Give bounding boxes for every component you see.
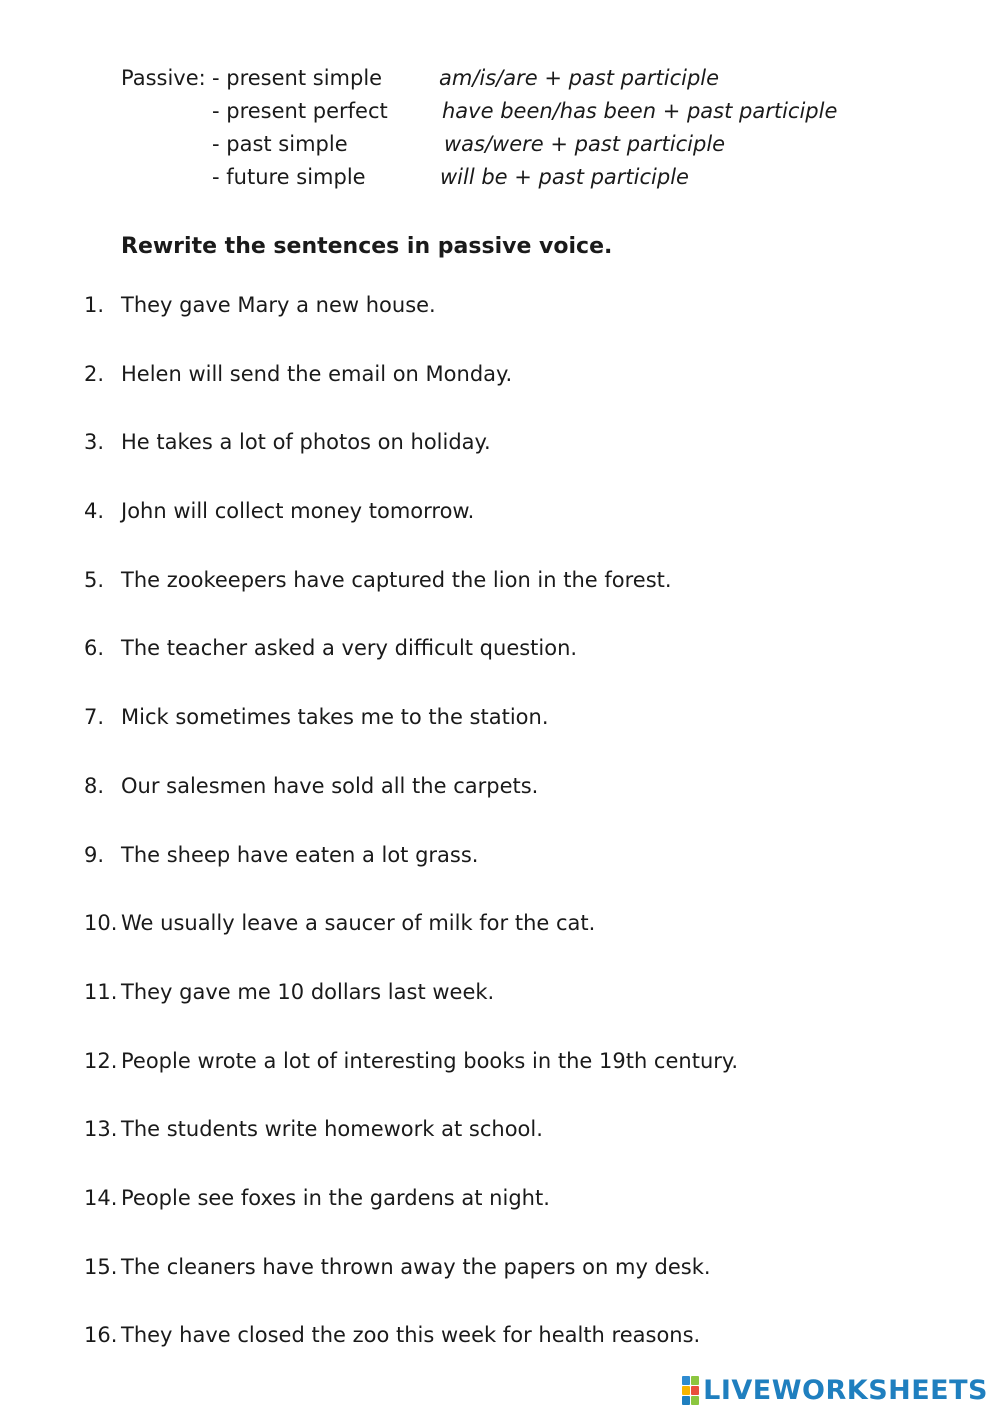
liveworksheets-logo-icon bbox=[682, 1376, 699, 1405]
item-sentence: We usually leave a saucer of milk for the cat. bbox=[121, 911, 596, 936]
item-number: 12. bbox=[84, 1048, 118, 1073]
grammar-lead-label: Passive: bbox=[121, 66, 206, 90]
exercise-instruction: Rewrite the sentences in passive voice. bbox=[121, 234, 613, 259]
grammar-formula: have been/has been + past participle bbox=[442, 99, 838, 123]
grammar-formula: am/is/are + past participle bbox=[439, 66, 720, 90]
item-sentence: The sheep have eaten a lot grass. bbox=[121, 842, 479, 867]
item-number: 3. bbox=[84, 430, 105, 455]
item-number: 16. bbox=[84, 1323, 118, 1348]
item-sentence: They gave me 10 dollars last week. bbox=[121, 979, 495, 1004]
item-number: 10. bbox=[84, 911, 118, 936]
item-sentence: They gave Mary a new house. bbox=[121, 293, 436, 317]
item-number: 6. bbox=[84, 636, 105, 661]
item-sentence: The students write homework at school. bbox=[121, 1117, 543, 1142]
item-number: 14. bbox=[84, 1185, 118, 1210]
item-sentence: The teacher asked a very difficult question. bbox=[121, 636, 578, 661]
item-number: 7. bbox=[84, 705, 105, 730]
item-number: 15. bbox=[84, 1254, 118, 1279]
grammar-formula: will be + past participle bbox=[440, 165, 689, 189]
item-sentence: Helen will send the email on Monday. bbox=[121, 361, 513, 386]
item-number: 4. bbox=[84, 499, 105, 524]
logo-tile bbox=[682, 1376, 690, 1385]
item-number: 5. bbox=[84, 567, 105, 592]
grammar-formula: was/were + past participle bbox=[444, 132, 726, 156]
item-number: 9. bbox=[84, 842, 105, 867]
item-number: 8. bbox=[84, 773, 105, 798]
item-sentence: They have closed the zoo this week for health reasons. bbox=[121, 1323, 701, 1348]
logo-tile bbox=[691, 1386, 699, 1395]
item-number: 11. bbox=[84, 979, 118, 1004]
item-number: 1. bbox=[84, 293, 105, 317]
logo-tile bbox=[691, 1396, 699, 1405]
item-sentence: People see foxes in the gardens at night. bbox=[121, 1185, 550, 1210]
item-number: 2. bbox=[84, 361, 105, 386]
item-sentence: Our salesmen have sold all the carpets. bbox=[121, 773, 539, 798]
logo-tile bbox=[682, 1396, 690, 1405]
item-number: 13. bbox=[84, 1117, 118, 1142]
item-sentence: The zookeepers have captured the lion in the forest. bbox=[121, 567, 672, 592]
item-sentence: He takes a lot of photos on holiday. bbox=[121, 430, 491, 455]
liveworksheets-logo bbox=[682, 1375, 988, 1406]
grammar-tense: - future simple bbox=[212, 165, 366, 189]
item-sentence: The cleaners have thrown away the papers on my desk. bbox=[121, 1254, 711, 1279]
grammar-tense: - present simple bbox=[212, 66, 383, 90]
grammar-tense: - past simple bbox=[212, 132, 348, 156]
logo-tile bbox=[682, 1386, 690, 1395]
item-sentence: Mick sometimes takes me to the station. bbox=[121, 705, 549, 730]
liveworksheets-logo-text: LIVEWORKSHEETS bbox=[703, 1375, 988, 1406]
item-sentence: People wrote a lot of interesting books in the 19th century. bbox=[121, 1048, 738, 1073]
grammar-tense: - present perfect bbox=[212, 99, 388, 123]
logo-tile bbox=[691, 1376, 699, 1385]
item-sentence: John will collect money tomorrow. bbox=[121, 499, 475, 524]
